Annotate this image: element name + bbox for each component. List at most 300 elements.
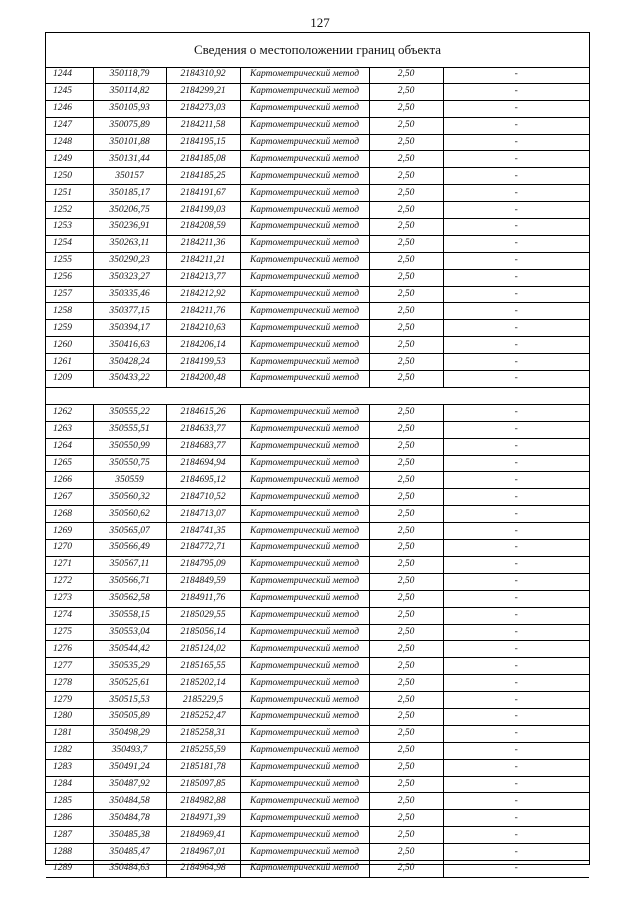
table-row <box>46 827 589 844</box>
y-coordinate-cell: 2184210,63 <box>166 320 240 337</box>
point-number-cell: 1254 <box>46 235 93 252</box>
method-cell: Картометрический метод <box>240 776 369 793</box>
x-coordinate-cell: 350566,49 <box>93 540 166 557</box>
table-row <box>46 151 589 168</box>
x-coordinate-cell: 350433,22 <box>93 371 166 388</box>
y-coordinate-cell: 2184191,67 <box>166 185 240 202</box>
y-coordinate-cell: 2184911,76 <box>166 590 240 607</box>
table-row <box>46 810 589 827</box>
table-row <box>46 438 589 455</box>
method-cell: Картометрический метод <box>240 860 369 877</box>
x-coordinate-cell: 350075,89 <box>93 117 166 134</box>
x-coordinate-cell: 350185,17 <box>93 185 166 202</box>
y-coordinate-cell: 2184967,01 <box>166 844 240 861</box>
accuracy-cell: 2,50 <box>369 371 443 388</box>
accuracy-cell: 2,50 <box>369 219 443 236</box>
method-cell: Картометрический метод <box>240 793 369 810</box>
y-coordinate-cell: 2184211,21 <box>166 252 240 269</box>
description-cell: - <box>443 67 589 83</box>
method-cell: Картометрический метод <box>240 725 369 742</box>
accuracy-cell: 2,50 <box>369 134 443 151</box>
accuracy-cell: 2,50 <box>369 269 443 286</box>
description-cell: - <box>443 455 589 472</box>
y-coordinate-cell: 2184213,77 <box>166 269 240 286</box>
table-row <box>46 776 589 793</box>
x-coordinate-cell: 350544,42 <box>93 641 166 658</box>
x-coordinate-cell: 350290,23 <box>93 252 166 269</box>
method-cell: Картометрический метод <box>240 235 369 252</box>
description-cell: - <box>443 573 589 590</box>
accuracy-cell: 2,50 <box>369 404 443 421</box>
description-cell: - <box>443 556 589 573</box>
description-cell: - <box>443 286 589 303</box>
description-cell: - <box>443 371 589 388</box>
accuracy-cell: 2,50 <box>369 303 443 320</box>
method-cell: Картометрический метод <box>240 83 369 100</box>
description-cell: - <box>443 742 589 759</box>
point-number-cell: 1281 <box>46 725 93 742</box>
point-number-cell: 1277 <box>46 658 93 675</box>
table-row <box>46 219 589 236</box>
accuracy-cell: 2,50 <box>369 844 443 861</box>
y-coordinate-cell: 2184211,76 <box>166 303 240 320</box>
table-row <box>46 371 589 388</box>
method-cell: Картометрический метод <box>240 759 369 776</box>
point-number-cell: 1251 <box>46 185 93 202</box>
x-coordinate-cell: 350491,24 <box>93 759 166 776</box>
table-row <box>46 540 589 557</box>
y-coordinate-cell: 2185181,78 <box>166 759 240 776</box>
y-coordinate-cell: 2184299,21 <box>166 83 240 100</box>
description-cell: - <box>443 337 589 354</box>
description-cell: - <box>443 624 589 641</box>
method-cell: Картометрический метод <box>240 844 369 861</box>
y-coordinate-cell: 2184633,77 <box>166 421 240 438</box>
point-number-cell: 1266 <box>46 472 93 489</box>
description-cell: - <box>443 844 589 861</box>
y-coordinate-cell: 2184964,98 <box>166 860 240 877</box>
table-row <box>46 506 589 523</box>
table-row <box>46 354 589 371</box>
point-number-cell: 1289 <box>46 860 93 877</box>
point-number-cell: 1247 <box>46 117 93 134</box>
method-cell: Картометрический метод <box>240 506 369 523</box>
description-cell: - <box>443 269 589 286</box>
accuracy-cell: 2,50 <box>369 860 443 877</box>
accuracy-cell: 2,50 <box>369 489 443 506</box>
point-number-cell: 1274 <box>46 607 93 624</box>
method-cell: Картометрический метод <box>240 67 369 83</box>
point-number-cell: 1246 <box>46 100 93 117</box>
x-coordinate-cell: 350157 <box>93 168 166 185</box>
y-coordinate-cell: 2184212,92 <box>166 286 240 303</box>
x-coordinate-cell: 350105,93 <box>93 100 166 117</box>
table-row <box>46 675 589 692</box>
description-cell: - <box>443 354 589 371</box>
accuracy-cell: 2,50 <box>369 607 443 624</box>
x-coordinate-cell: 350565,07 <box>93 523 166 540</box>
table-row <box>46 185 589 202</box>
x-coordinate-cell: 350485,47 <box>93 844 166 861</box>
method-cell: Картометрический метод <box>240 438 369 455</box>
table-row <box>46 556 589 573</box>
method-cell: Картометрический метод <box>240 303 369 320</box>
point-number-cell: 1209 <box>46 371 93 388</box>
y-coordinate-cell: 2184795,09 <box>166 556 240 573</box>
method-cell: Картометрический метод <box>240 573 369 590</box>
table-row <box>46 658 589 675</box>
description-cell: - <box>443 658 589 675</box>
description-cell: - <box>443 252 589 269</box>
accuracy-cell: 2,50 <box>369 235 443 252</box>
description-cell: - <box>443 303 589 320</box>
x-coordinate-cell: 350505,89 <box>93 708 166 725</box>
accuracy-cell: 2,50 <box>369 556 443 573</box>
table-row <box>46 235 589 252</box>
method-cell: Картометрический метод <box>240 742 369 759</box>
method-cell: Картометрический метод <box>240 827 369 844</box>
description-cell: - <box>443 692 589 709</box>
accuracy-cell: 2,50 <box>369 202 443 219</box>
description-cell: - <box>443 83 589 100</box>
method-cell: Картометрический метод <box>240 320 369 337</box>
x-coordinate-cell: 350236,91 <box>93 219 166 236</box>
point-number-cell: 1249 <box>46 151 93 168</box>
x-coordinate-cell: 350553,04 <box>93 624 166 641</box>
table-row <box>46 607 589 624</box>
accuracy-cell: 2,50 <box>369 624 443 641</box>
description-cell: - <box>443 472 589 489</box>
point-number-cell: 1263 <box>46 421 93 438</box>
x-coordinate-cell: 350206,75 <box>93 202 166 219</box>
description-cell: - <box>443 708 589 725</box>
point-number-cell: 1279 <box>46 692 93 709</box>
accuracy-cell: 2,50 <box>369 641 443 658</box>
table-row <box>46 489 589 506</box>
accuracy-cell: 2,50 <box>369 540 443 557</box>
table-row <box>46 286 589 303</box>
accuracy-cell: 2,50 <box>369 523 443 540</box>
point-number-cell: 1264 <box>46 438 93 455</box>
table-row <box>46 67 589 83</box>
point-number-cell: 1265 <box>46 455 93 472</box>
point-number-cell: 1275 <box>46 624 93 641</box>
boundary-points-table <box>46 67 589 878</box>
accuracy-cell: 2,50 <box>369 742 443 759</box>
description-cell: - <box>443 219 589 236</box>
method-cell: Картометрический метод <box>240 675 369 692</box>
x-coordinate-cell: 350567,11 <box>93 556 166 573</box>
description-cell: - <box>443 523 589 540</box>
table-row <box>46 202 589 219</box>
accuracy-cell: 2,50 <box>369 185 443 202</box>
x-coordinate-cell: 350550,99 <box>93 438 166 455</box>
point-number-cell: 1270 <box>46 540 93 557</box>
table-row <box>46 472 589 489</box>
point-number-cell: 1253 <box>46 219 93 236</box>
description-cell: - <box>443 827 589 844</box>
description-cell: - <box>443 860 589 877</box>
table-row <box>46 860 589 877</box>
x-coordinate-cell: 350416,63 <box>93 337 166 354</box>
y-coordinate-cell: 2184695,12 <box>166 472 240 489</box>
accuracy-cell: 2,50 <box>369 573 443 590</box>
accuracy-cell: 2,50 <box>369 793 443 810</box>
accuracy-cell: 2,50 <box>369 455 443 472</box>
description-cell: - <box>443 404 589 421</box>
x-coordinate-cell: 350558,15 <box>93 607 166 624</box>
accuracy-cell: 2,50 <box>369 421 443 438</box>
table-row <box>46 337 589 354</box>
x-coordinate-cell: 350525,61 <box>93 675 166 692</box>
y-coordinate-cell: 2185202,14 <box>166 675 240 692</box>
y-coordinate-cell: 2184969,41 <box>166 827 240 844</box>
x-coordinate-cell: 350535,29 <box>93 658 166 675</box>
method-cell: Картометрический метод <box>240 202 369 219</box>
method-cell: Картометрический метод <box>240 455 369 472</box>
x-coordinate-cell: 350498,29 <box>93 725 166 742</box>
point-number-cell: 1273 <box>46 590 93 607</box>
accuracy-cell: 2,50 <box>369 320 443 337</box>
description-cell: - <box>443 117 589 134</box>
accuracy-cell: 2,50 <box>369 83 443 100</box>
table-row <box>46 725 589 742</box>
point-number-cell: 1284 <box>46 776 93 793</box>
point-number-cell: 1267 <box>46 489 93 506</box>
x-coordinate-cell: 350263,11 <box>93 235 166 252</box>
y-coordinate-cell: 2184211,36 <box>166 235 240 252</box>
point-number-cell: 1285 <box>46 793 93 810</box>
x-coordinate-cell: 350566,71 <box>93 573 166 590</box>
description-cell: - <box>443 776 589 793</box>
point-number-cell: 1258 <box>46 303 93 320</box>
table-row <box>46 83 589 100</box>
table-row <box>46 269 589 286</box>
description-cell: - <box>443 793 589 810</box>
accuracy-cell: 2,50 <box>369 438 443 455</box>
point-number-cell: 1278 <box>46 675 93 692</box>
x-coordinate-cell: 350560,62 <box>93 506 166 523</box>
method-cell: Картометрический метод <box>240 624 369 641</box>
accuracy-cell: 2,50 <box>369 590 443 607</box>
y-coordinate-cell: 2185252,47 <box>166 708 240 725</box>
method-cell: Картометрический метод <box>240 590 369 607</box>
accuracy-cell: 2,50 <box>369 506 443 523</box>
point-number-cell: 1262 <box>46 404 93 421</box>
method-cell: Картометрический метод <box>240 523 369 540</box>
table-row <box>46 404 589 421</box>
table-row <box>46 320 589 337</box>
point-number-cell: 1276 <box>46 641 93 658</box>
x-coordinate-cell: 350555,22 <box>93 404 166 421</box>
description-cell: - <box>443 725 589 742</box>
method-cell: Картометрический метод <box>240 134 369 151</box>
accuracy-cell: 2,50 <box>369 67 443 83</box>
method-cell: Картометрический метод <box>240 607 369 624</box>
method-cell: Картометрический метод <box>240 641 369 658</box>
point-number-cell: 1252 <box>46 202 93 219</box>
y-coordinate-cell: 2184200,48 <box>166 371 240 388</box>
x-coordinate-cell: 350484,78 <box>93 810 166 827</box>
x-coordinate-cell: 350484,63 <box>93 860 166 877</box>
y-coordinate-cell: 2184982,88 <box>166 793 240 810</box>
table-row <box>46 523 589 540</box>
method-cell: Картометрический метод <box>240 692 369 709</box>
x-coordinate-cell: 350428,24 <box>93 354 166 371</box>
y-coordinate-cell: 2185229,5 <box>166 692 240 709</box>
page-number: 127 <box>310 15 330 30</box>
y-coordinate-cell: 2184971,39 <box>166 810 240 827</box>
description-cell: - <box>443 641 589 658</box>
y-coordinate-cell: 2184710,52 <box>166 489 240 506</box>
method-cell: Картометрический метод <box>240 810 369 827</box>
method-cell: Картометрический метод <box>240 286 369 303</box>
table-row <box>46 455 589 472</box>
point-number-cell: 1250 <box>46 168 93 185</box>
accuracy-cell: 2,50 <box>369 827 443 844</box>
accuracy-cell: 2,50 <box>369 725 443 742</box>
y-coordinate-cell: 2185097,85 <box>166 776 240 793</box>
method-cell: Картометрический метод <box>240 100 369 117</box>
y-coordinate-cell: 2184199,53 <box>166 354 240 371</box>
accuracy-cell: 2,50 <box>369 658 443 675</box>
method-cell: Картометрический метод <box>240 404 369 421</box>
accuracy-cell: 2,50 <box>369 252 443 269</box>
x-coordinate-cell: 350559 <box>93 472 166 489</box>
x-coordinate-cell: 350550,75 <box>93 455 166 472</box>
point-number-cell: 1255 <box>46 252 93 269</box>
point-number-cell: 1261 <box>46 354 93 371</box>
x-coordinate-cell: 350485,38 <box>93 827 166 844</box>
accuracy-cell: 2,50 <box>369 337 443 354</box>
table-row <box>46 117 589 134</box>
method-cell: Картометрический метод <box>240 371 369 388</box>
accuracy-cell: 2,50 <box>369 776 443 793</box>
table-row <box>46 252 589 269</box>
x-coordinate-cell: 350515,53 <box>93 692 166 709</box>
point-number-cell: 1288 <box>46 844 93 861</box>
point-number-cell: 1269 <box>46 523 93 540</box>
x-coordinate-cell: 350484,58 <box>93 793 166 810</box>
point-number-cell: 1257 <box>46 286 93 303</box>
table-row <box>46 624 589 641</box>
method-cell: Картометрический метод <box>240 489 369 506</box>
accuracy-cell: 2,50 <box>369 286 443 303</box>
method-cell: Картометрический метод <box>240 252 369 269</box>
y-coordinate-cell: 2184199,03 <box>166 202 240 219</box>
point-number-cell: 1287 <box>46 827 93 844</box>
table-row <box>46 692 589 709</box>
point-number-cell: 1260 <box>46 337 93 354</box>
table-row <box>46 590 589 607</box>
table-body <box>46 67 589 877</box>
accuracy-cell: 2,50 <box>369 759 443 776</box>
description-cell: - <box>443 202 589 219</box>
method-cell: Картометрический метод <box>240 337 369 354</box>
method-cell: Картометрический метод <box>240 708 369 725</box>
y-coordinate-cell: 2184615,26 <box>166 404 240 421</box>
x-coordinate-cell: 350323,27 <box>93 269 166 286</box>
table-row <box>46 573 589 590</box>
x-coordinate-cell: 350560,32 <box>93 489 166 506</box>
y-coordinate-cell: 2184206,14 <box>166 337 240 354</box>
point-number-cell: 1245 <box>46 83 93 100</box>
y-coordinate-cell: 2184211,58 <box>166 117 240 134</box>
table-row <box>46 134 589 151</box>
x-coordinate-cell: 350394,17 <box>93 320 166 337</box>
y-coordinate-cell: 2185165,55 <box>166 658 240 675</box>
accuracy-cell: 2,50 <box>369 708 443 725</box>
y-coordinate-cell: 2184713,07 <box>166 506 240 523</box>
y-coordinate-cell: 2185056,14 <box>166 624 240 641</box>
accuracy-cell: 2,50 <box>369 354 443 371</box>
x-coordinate-cell: 350555,51 <box>93 421 166 438</box>
method-cell: Картометрический метод <box>240 117 369 134</box>
method-cell: Картометрический метод <box>240 421 369 438</box>
table-row <box>46 844 589 861</box>
point-number-cell: 1272 <box>46 573 93 590</box>
table-separator-row <box>46 387 589 404</box>
table-row <box>46 708 589 725</box>
method-cell: Картометрический метод <box>240 151 369 168</box>
table-row <box>46 100 589 117</box>
x-coordinate-cell: 350377,15 <box>93 303 166 320</box>
description-cell: - <box>443 100 589 117</box>
boundary-table-frame <box>45 32 590 874</box>
description-cell: - <box>443 607 589 624</box>
description-cell: - <box>443 134 589 151</box>
point-number-cell: 1271 <box>46 556 93 573</box>
method-cell: Картометрический метод <box>240 269 369 286</box>
description-cell: - <box>443 810 589 827</box>
accuracy-cell: 2,50 <box>369 117 443 134</box>
point-number-cell: 1259 <box>46 320 93 337</box>
x-coordinate-cell: 350131,44 <box>93 151 166 168</box>
table-row <box>46 421 589 438</box>
y-coordinate-cell: 2184208,59 <box>166 219 240 236</box>
y-coordinate-cell: 2184273,03 <box>166 100 240 117</box>
description-cell: - <box>443 320 589 337</box>
description-cell: - <box>443 489 589 506</box>
accuracy-cell: 2,50 <box>369 472 443 489</box>
y-coordinate-cell: 2184772,71 <box>166 540 240 557</box>
accuracy-cell: 2,50 <box>369 151 443 168</box>
y-coordinate-cell: 2184741,35 <box>166 523 240 540</box>
point-number-cell: 1282 <box>46 742 93 759</box>
description-cell: - <box>443 675 589 692</box>
description-cell: - <box>443 759 589 776</box>
method-cell: Картометрический метод <box>240 540 369 557</box>
table-row <box>46 759 589 776</box>
x-coordinate-cell: 350118,79 <box>93 67 166 83</box>
description-cell: - <box>443 421 589 438</box>
description-cell: - <box>443 151 589 168</box>
y-coordinate-cell: 2185258,31 <box>166 725 240 742</box>
point-number-cell: 1248 <box>46 134 93 151</box>
table-row <box>46 793 589 810</box>
method-cell: Картометрический метод <box>240 168 369 185</box>
point-number-cell: 1280 <box>46 708 93 725</box>
accuracy-cell: 2,50 <box>369 100 443 117</box>
table-row <box>46 168 589 185</box>
table-row <box>46 742 589 759</box>
point-number-cell: 1256 <box>46 269 93 286</box>
table-row <box>46 303 589 320</box>
x-coordinate-cell: 350562,58 <box>93 590 166 607</box>
point-number-cell: 1283 <box>46 759 93 776</box>
accuracy-cell: 2,50 <box>369 168 443 185</box>
description-cell: - <box>443 235 589 252</box>
